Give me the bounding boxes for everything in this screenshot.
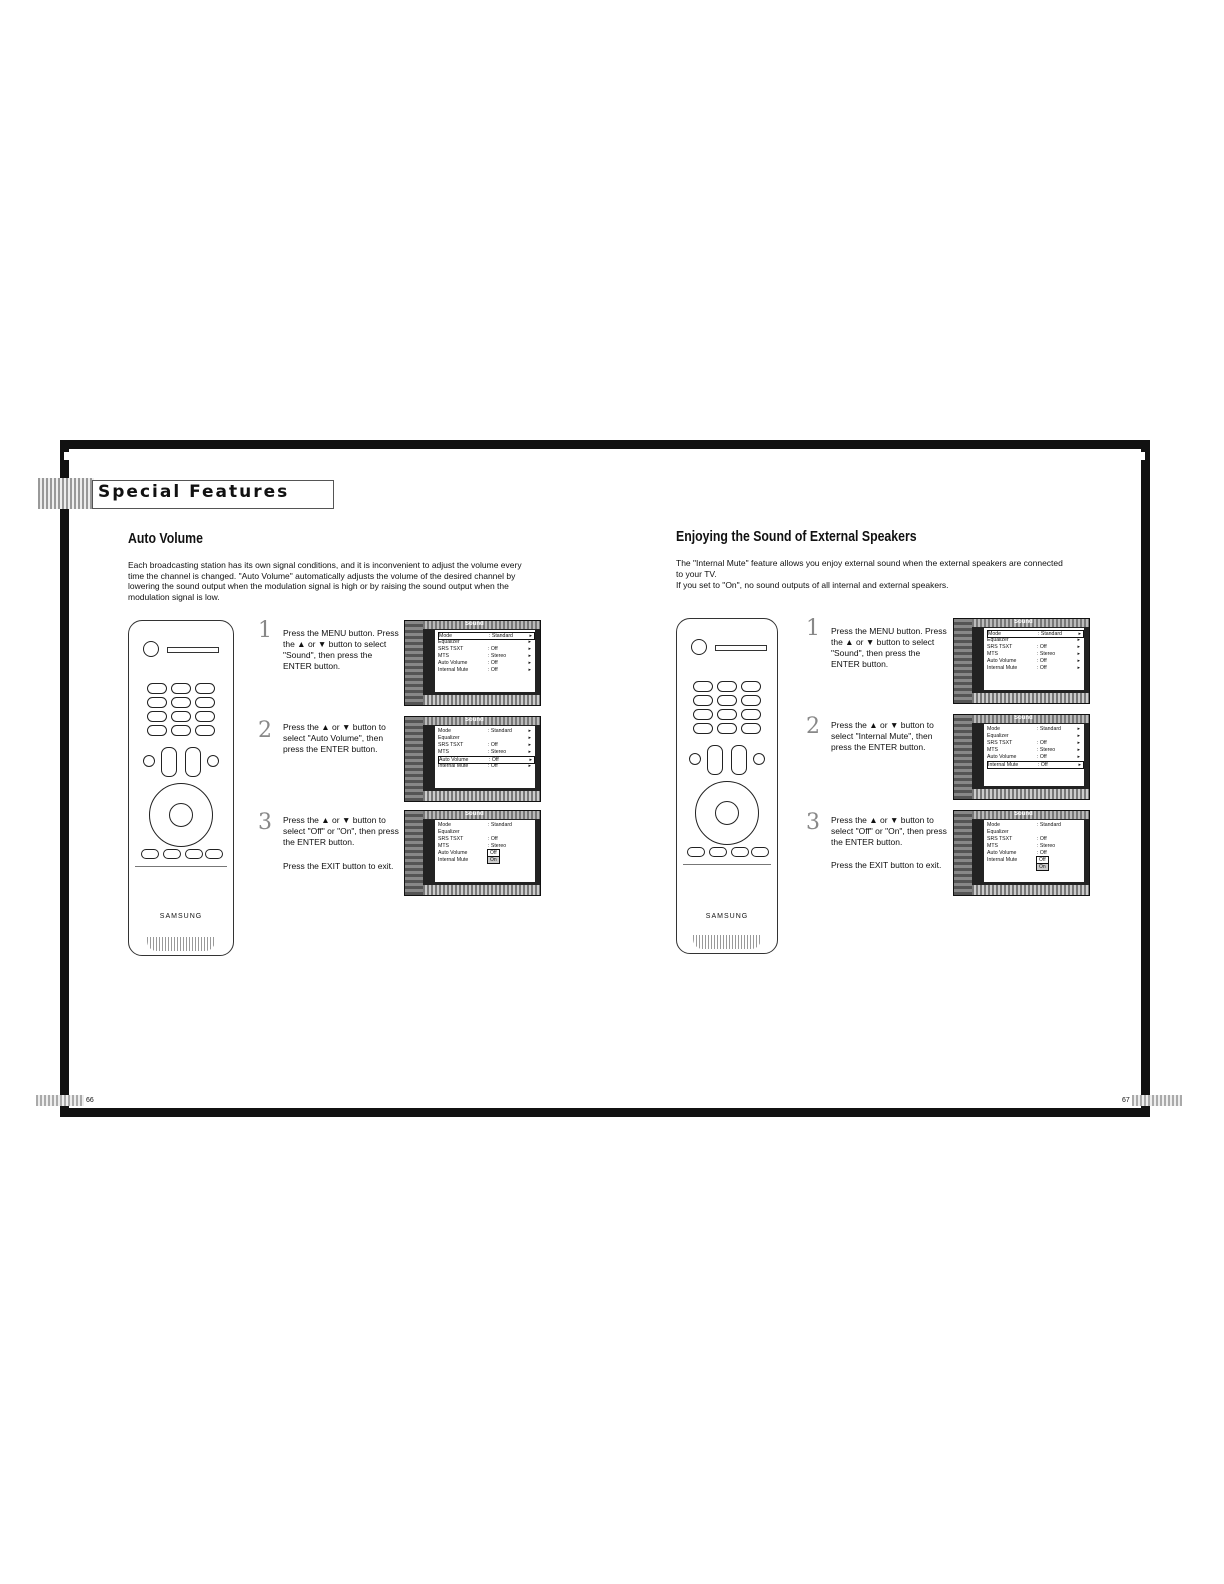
osd-bottom-bar <box>972 885 1089 895</box>
osd-row-srs: SRS TSXT : Off ▸ <box>987 740 1080 746</box>
numpad-key <box>171 711 191 722</box>
intro-paragraph-2: If you set to "On", no sound outputs of all internal and external speakers. <box>676 580 949 590</box>
numpad-key <box>693 709 713 720</box>
osd-icon-column <box>405 621 423 705</box>
intro-paragraph-1: The "Internal Mute" feature allows you enjoy external sound when the external speakers are connected to your TV. <box>676 558 1063 579</box>
arrow-right-icon: ▸ <box>528 653 531 659</box>
step-3-exit-text: Press the EXIT button to exit. <box>831 860 942 870</box>
step-3-text: Press the ▲ or ▼ button to select "Off" or "On", then press the ENTER button. <box>283 815 399 847</box>
osd-row-srs: SRS TSXT : Off <box>438 836 498 842</box>
osd-icon-column <box>405 811 423 895</box>
function-key <box>751 847 769 857</box>
antenna-button <box>207 755 219 767</box>
numpad-key <box>717 723 737 734</box>
volume-rocker <box>161 747 177 777</box>
osd-panel <box>984 724 1084 786</box>
osd-row-auto-volume: Auto Volume : Off ▸ <box>987 658 1080 664</box>
numpad-key <box>147 711 167 722</box>
arrow-right-icon: ▸ <box>1077 637 1080 643</box>
osd-row-equalizer: Equalizer ▸ <box>438 735 531 741</box>
page-tab-left <box>36 1095 84 1106</box>
numpad-key <box>195 725 215 736</box>
osd-bottom-bar <box>972 693 1089 703</box>
function-key <box>163 849 181 859</box>
osd-row-mode: Mode : Standard ▸ <box>438 728 531 734</box>
osd-row-internal-mute: Internal Mute : Off ▸ <box>438 667 531 673</box>
section-heading-external-speakers: Enjoying the Sound of External Speakers <box>676 528 917 545</box>
osd-row-internal-mute: Internal Mute <box>438 857 469 863</box>
osd-row-mts: MTS : Stereo ▸ <box>438 749 531 755</box>
enter-button <box>169 803 193 827</box>
arrow-right-icon: ▸ <box>1077 651 1080 657</box>
page-number-right: 67 <box>1122 1097 1130 1104</box>
osd-row-equalizer: Equalizer <box>438 829 460 835</box>
remote-control <box>676 618 778 954</box>
osd-icon-column <box>954 811 972 895</box>
step-number: 1 <box>258 618 272 643</box>
frame-top <box>60 440 1150 449</box>
frame-right <box>1141 440 1150 1117</box>
arrow-right-icon: ▸ <box>529 633 532 639</box>
numpad-key <box>741 681 761 692</box>
brand-logo: SAMSUNG <box>159 913 203 920</box>
step-2-text: Press the ▲ or ▼ button to select "Auto Volume", then press the ENTER button. <box>283 722 386 754</box>
numpad-key <box>693 695 713 706</box>
osd-panel <box>435 630 535 692</box>
osd-row-mts: MTS : Stereo <box>438 843 507 849</box>
osd-row-auto-volume: Auto Volume <box>438 850 468 856</box>
arrow-right-icon: ▸ <box>529 757 532 763</box>
numpad-key <box>693 723 713 734</box>
osd-title: Sound <box>465 811 484 817</box>
arrow-right-icon: ▸ <box>528 639 531 645</box>
arrow-right-icon: ▸ <box>1077 665 1080 671</box>
arrow-right-icon: ▸ <box>528 749 531 755</box>
intro-paragraph: Each broadcasting station has its own signal conditions, and it is inconvenient to adjust the volume every time the channel is changed. "Auto Volume" automatically adjusts the volume of the desired channel by lowering the sound output when the modulation signal is high or by raising the sound output when the modulation signal is low. <box>128 560 522 602</box>
osd-row-auto-volume: Auto Volume : Off ▸ <box>438 756 535 764</box>
osd-bottom-bar <box>972 789 1089 799</box>
header-hatch <box>38 478 94 509</box>
arrow-right-icon: ▸ <box>528 667 531 673</box>
page-tab-right <box>1132 1095 1182 1106</box>
remote-base <box>693 935 761 949</box>
osd-panel <box>435 820 535 882</box>
arrow-right-icon: ▸ <box>1077 644 1080 650</box>
osd-row-equalizer: Equalizer ▸ <box>987 637 1080 643</box>
osd-row-auto-volume: Auto Volume : Off ▸ <box>987 754 1080 760</box>
numpad-key <box>147 683 167 694</box>
numpad-key <box>147 697 167 708</box>
step-number: 2 <box>806 714 820 739</box>
arrow-right-icon: ▸ <box>528 742 531 748</box>
numpad-key <box>171 697 191 708</box>
osd-option-on: On <box>1036 863 1049 871</box>
osd-row-auto-volume: Auto Volume : Off <box>987 850 1047 856</box>
arrow-right-icon: ▸ <box>528 763 531 769</box>
antenna-button <box>753 753 765 765</box>
osd-icon-column <box>954 715 972 799</box>
step-3-exit-text: Press the EXIT button to exit. <box>283 861 394 871</box>
step-1-text: Press the MENU button. Press the ▲ or ▼ button to select "Sound", then press the ENTER button. <box>283 628 399 671</box>
osd-row-mts: MTS : Stereo ▸ <box>987 747 1080 753</box>
frame-left <box>60 440 69 1117</box>
osd-sound-menu <box>953 618 1090 704</box>
osd-row-equalizer: Equalizer ▸ <box>438 639 531 645</box>
arrow-right-icon: ▸ <box>528 728 531 734</box>
arrow-right-icon: ▸ <box>1078 762 1081 768</box>
mode-strip <box>167 647 219 653</box>
arrow-right-icon: ▸ <box>1077 658 1080 664</box>
numpad-key <box>195 683 215 694</box>
osd-option-on: On <box>487 856 500 864</box>
osd-bottom-bar <box>423 791 540 801</box>
osd-row-mode: Mode : Standard ▸ <box>987 726 1080 732</box>
arrow-right-icon: ▸ <box>1077 726 1080 732</box>
step-number: 2 <box>258 718 272 743</box>
osd-row-equalizer: Equalizer <box>987 829 1009 835</box>
function-key <box>709 847 727 857</box>
osd-title: Sound <box>1014 811 1033 817</box>
numpad-key <box>741 695 761 706</box>
osd-row-srs: SRS TSXT : Off <box>987 836 1047 842</box>
osd-option-off: Off <box>1036 856 1049 864</box>
osd-sound-menu <box>404 620 541 706</box>
osd-row-mode: Mode : Standard ▸ <box>438 632 535 640</box>
volume-rocker <box>707 745 723 775</box>
osd-option-off: Off <box>487 849 500 857</box>
numpad-key <box>741 709 761 720</box>
arrow-right-icon: ▸ <box>1077 747 1080 753</box>
osd-title: Sound <box>465 621 484 627</box>
osd-row-mts: MTS : Stereo ▸ <box>438 653 531 659</box>
arrow-right-icon: ▸ <box>528 646 531 652</box>
osd-row-mts: MTS : Stereo ▸ <box>987 651 1080 657</box>
osd-panel <box>435 726 535 788</box>
enter-button <box>715 801 739 825</box>
osd-row-internal-mute: Internal Mute : Off ▸ <box>438 763 531 769</box>
remote-control <box>128 620 234 956</box>
numpad-key <box>693 681 713 692</box>
section-heading-auto-volume: Auto Volume <box>128 530 203 547</box>
mute-button <box>689 753 701 765</box>
osd-row-internal-mute: Internal Mute : Off ▸ <box>987 665 1080 671</box>
numpad-key <box>195 711 215 722</box>
osd-row-srs: SRS TSXT : Off ▸ <box>438 646 531 652</box>
osd-row-mts: MTS : Stereo <box>987 843 1056 849</box>
arrow-right-icon: ▸ <box>1077 733 1080 739</box>
function-key <box>185 849 203 859</box>
arrow-right-icon: ▸ <box>528 735 531 741</box>
mode-strip <box>715 645 767 651</box>
osd-row-internal-mute: Internal Mute : Off ▸ <box>987 761 1084 769</box>
osd-sound-menu <box>953 714 1090 800</box>
corner-mark <box>1139 452 1145 460</box>
osd-row-equalizer: Equalizer ▸ <box>987 733 1080 739</box>
step-number: 3 <box>258 810 272 835</box>
numpad-key <box>741 723 761 734</box>
osd-sound-menu <box>404 716 541 802</box>
channel-rocker <box>185 747 201 777</box>
osd-row-mode: Mode : Standard ▸ <box>987 630 1084 638</box>
step-3-text: Press the ▲ or ▼ button to select "Off" or "On", then press the ENTER button. <box>831 815 947 847</box>
function-key <box>205 849 223 859</box>
osd-panel <box>984 628 1084 690</box>
osd-bottom-bar <box>423 695 540 705</box>
osd-sound-menu <box>404 810 541 896</box>
mute-button <box>143 755 155 767</box>
corner-mark <box>64 452 70 460</box>
function-key <box>687 847 705 857</box>
osd-title: Sound <box>1014 619 1033 625</box>
osd-title: Sound <box>1014 715 1033 721</box>
arrow-right-icon: ▸ <box>1077 740 1080 746</box>
frame-bottom <box>60 1108 1150 1117</box>
osd-row-mode: Mode : Standard <box>438 822 512 828</box>
remote-base <box>147 937 215 951</box>
numpad-key <box>147 725 167 736</box>
function-key <box>141 849 159 859</box>
osd-icon-column <box>954 619 972 703</box>
power-button <box>691 639 707 655</box>
osd-row-srs: SRS TSXT : Off ▸ <box>438 742 531 748</box>
numpad-key <box>717 695 737 706</box>
osd-title: Sound <box>465 717 484 723</box>
osd-row-srs: SRS TSXT : Off ▸ <box>987 644 1080 650</box>
arrow-right-icon: ▸ <box>1078 631 1081 637</box>
osd-icon-column <box>405 717 423 801</box>
numpad-key <box>171 683 191 694</box>
osd-row-mode: Mode : Standard <box>987 822 1061 828</box>
function-key <box>731 847 749 857</box>
osd-panel <box>984 820 1084 882</box>
numpad-key <box>171 725 191 736</box>
page-number-left: 66 <box>86 1097 94 1104</box>
page-title: Special Features <box>98 482 290 502</box>
step-2-text: Press the ▲ or ▼ button to select "Internal Mute", then press the ENTER button. <box>831 720 934 752</box>
osd-bottom-bar <box>423 885 540 895</box>
power-button <box>143 641 159 657</box>
arrow-right-icon: ▸ <box>1077 754 1080 760</box>
step-number: 3 <box>806 810 820 835</box>
osd-sound-menu <box>953 810 1090 896</box>
channel-rocker <box>731 745 747 775</box>
step-1-text: Press the MENU button. Press the ▲ or ▼ button to select "Sound", then press the ENTER button. <box>831 626 947 669</box>
step-number: 1 <box>806 616 820 641</box>
numpad-key <box>717 709 737 720</box>
arrow-right-icon: ▸ <box>528 660 531 666</box>
osd-row-auto-volume: Auto Volume : Off ▸ <box>438 660 531 666</box>
numpad-key <box>195 697 215 708</box>
brand-logo: SAMSUNG <box>705 913 749 920</box>
numpad-key <box>717 681 737 692</box>
osd-row-internal-mute: Internal Mute <box>987 857 1018 863</box>
